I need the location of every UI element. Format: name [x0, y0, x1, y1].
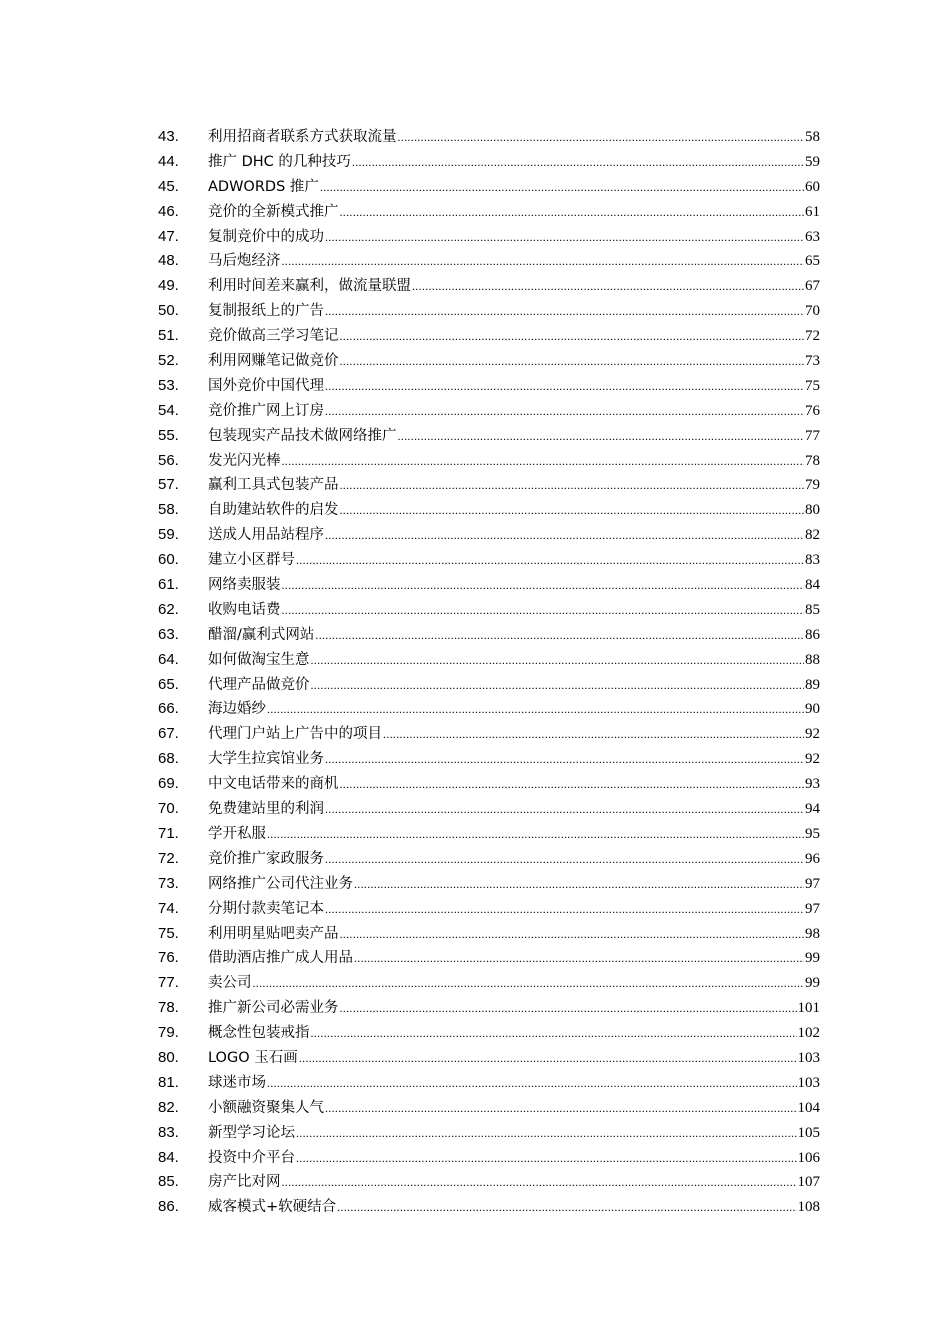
toc-dot-leader: [282, 249, 805, 274]
toc-dot-leader: [354, 946, 804, 971]
toc-entry-title[interactable]: 卖公司: [208, 975, 252, 992]
toc-entry-title[interactable]: 收购电话费: [208, 601, 281, 618]
toc-dot-leader: [325, 374, 804, 399]
toc-entry[interactable]: [158, 150, 820, 175]
toc-entry-page-number: 92: [805, 726, 820, 743]
toc-dot-leader: [340, 473, 805, 498]
toc-entry-title[interactable]: 推广新公司必需业务: [208, 1000, 339, 1017]
toc-entry[interactable]: [158, 1021, 820, 1046]
toc-entry-page-number: 108: [797, 1199, 820, 1216]
toc-dot-leader: [282, 1170, 797, 1195]
toc-entry[interactable]: [158, 996, 820, 1021]
toc-entry-title[interactable]: 网络推广公司代注业务: [208, 875, 353, 892]
toc-entry-page-number: 95: [805, 825, 820, 842]
toc-entry[interactable]: [158, 473, 820, 498]
toc-dot-leader: [267, 1071, 797, 1096]
toc-entry-title[interactable]: 新型学习论坛: [208, 1124, 295, 1141]
toc-entry-number: 71.: [158, 824, 179, 842]
toc-entry-page-number: 80: [805, 502, 820, 519]
toc-entry[interactable]: [158, 523, 820, 548]
toc-entry-number: 55.: [158, 426, 179, 444]
toc-entry-title[interactable]: 利用网赚笔记做竞价: [208, 353, 339, 370]
toc-entry-number: 81.: [158, 1073, 179, 1091]
toc-entry-number: 44.: [158, 152, 179, 170]
toc-dot-leader: [267, 697, 804, 722]
toc-entry-page-number: 79: [805, 477, 820, 494]
toc-entry-title[interactable]: 中文电话带来的商机: [208, 776, 339, 793]
toc-entry-number: 61.: [158, 576, 179, 594]
toc-entry-title[interactable]: 利用招商者联系方式获取流量: [208, 129, 397, 145]
toc-entry[interactable]: [158, 424, 820, 449]
toc-entry[interactable]: [158, 374, 820, 399]
toc-entry-number: 48.: [158, 252, 179, 270]
toc-entry-title[interactable]: 竞价推广家政服务: [208, 850, 324, 867]
toc-dot-leader: [337, 1195, 796, 1220]
toc-entry-title[interactable]: 建立小区群号: [208, 552, 295, 569]
toc-entry-number: 65.: [158, 675, 179, 693]
toc-entry-page-number: 97: [805, 875, 820, 892]
toc-dot-leader: [315, 623, 804, 648]
toc-dot-leader: [340, 200, 805, 225]
toc-dot-leader: [311, 673, 805, 698]
toc-entry-number: 67.: [158, 725, 179, 743]
toc-entry[interactable]: [158, 747, 820, 772]
toc-entry-page-number: 82: [805, 527, 820, 544]
toc-dot-leader: [267, 822, 804, 847]
toc-entry-page-number: 104: [797, 1099, 820, 1116]
toc-dot-leader: [282, 598, 805, 623]
toc-entry-title[interactable]: ADWORDS 推广: [208, 178, 319, 195]
toc-entry-page-number: 58: [805, 129, 820, 145]
toc-entry[interactable]: [158, 299, 820, 324]
toc-entry-title[interactable]: 马后炮经济: [208, 253, 281, 270]
toc-entry-page-number: 84: [805, 577, 820, 594]
toc-dot-leader: [325, 897, 804, 922]
toc-dot-leader: [352, 150, 804, 175]
toc-entry-page-number: 60: [805, 178, 820, 195]
toc-entry-page-number: 99: [805, 975, 820, 992]
toc-dot-leader: [325, 797, 804, 822]
toc-entry-title[interactable]: 如何做淘宝生意: [208, 651, 310, 668]
toc-entry-number: 85.: [158, 1173, 179, 1191]
toc-entry-page-number: 105: [797, 1124, 820, 1141]
toc-entry-number: 76.: [158, 949, 179, 967]
toc-entry-page-number: 88: [805, 651, 820, 668]
toc-entry-number: 66.: [158, 700, 179, 718]
toc-entry-title[interactable]: 免费建站里的利润: [208, 801, 324, 818]
toc-entry-page-number: 75: [805, 377, 820, 394]
toc-dot-leader: [296, 1121, 797, 1146]
toc-entry[interactable]: [158, 772, 820, 797]
toc-entry-number: 70.: [158, 800, 179, 818]
toc-dot-leader: [325, 399, 804, 424]
toc-entry[interactable]: [158, 1046, 820, 1071]
toc-entry[interactable]: [158, 200, 820, 225]
toc-entry-page-number: 98: [805, 925, 820, 942]
toc-entry-page-number: 85: [805, 601, 820, 618]
toc-dot-leader: [340, 772, 805, 797]
toc-entry-title[interactable]: 自助建站软件的启发: [208, 502, 339, 519]
toc-dot-leader: [311, 1021, 797, 1046]
toc-entry-page-number: 61: [805, 203, 820, 220]
toc-entry-page-number: 77: [805, 427, 820, 444]
toc-dot-leader: [325, 523, 804, 548]
toc-entry[interactable]: [158, 922, 820, 947]
toc-dot-leader: [340, 922, 805, 947]
toc-entry-number: 62.: [158, 600, 179, 618]
toc-entry-number: 46.: [158, 202, 179, 220]
toc-entry-number: 49.: [158, 277, 179, 295]
toc-entry-page-number: 90: [805, 701, 820, 718]
toc-entry-number: 86.: [158, 1198, 179, 1216]
toc-entry-page-number: 94: [805, 801, 820, 818]
toc-entry[interactable]: [158, 1146, 820, 1171]
toc-dot-leader: [282, 449, 805, 474]
toc-entry-title[interactable]: 发光闪光棒: [208, 452, 281, 469]
toc-entry-number: 50.: [158, 302, 179, 320]
toc-entry-page-number: 99: [805, 950, 820, 967]
toc-dot-leader: [253, 971, 805, 996]
toc-entry-title[interactable]: 学开私服: [208, 825, 266, 842]
toc-entry-page-number: 101: [797, 1000, 820, 1017]
toc-dot-leader: [299, 1046, 797, 1071]
toc-entry-title[interactable]: 竞价做高三学习笔记: [208, 328, 339, 345]
toc-entry-number: 45.: [158, 177, 179, 195]
toc-entry-title[interactable]: 醋溜/赢利式网站: [208, 626, 315, 643]
toc-entry-page-number: 89: [805, 676, 820, 693]
toc-entry[interactable]: [158, 399, 820, 424]
toc-dot-leader: [340, 498, 805, 523]
toc-entry-number: 53.: [158, 376, 179, 394]
toc-entry[interactable]: [158, 697, 820, 722]
toc-entry[interactable]: [158, 623, 820, 648]
toc-entry-number: 43.: [158, 128, 179, 145]
toc-entry-title[interactable]: 竞价推广网上订房: [208, 402, 324, 419]
toc-entry-page-number: 76: [805, 402, 820, 419]
toc-entry-title[interactable]: 复制竞价中的成功: [208, 228, 324, 245]
toc-entry-page-number: 103: [797, 1074, 820, 1091]
toc-entry-number: 68.: [158, 750, 179, 768]
toc-entry-number: 57.: [158, 476, 179, 494]
toc-entry-number: 74.: [158, 899, 179, 917]
toc-entry-number: 56.: [158, 451, 179, 469]
toc-entry-page-number: 73: [805, 353, 820, 370]
toc-entry-title[interactable]: 国外竞价中国代理: [208, 377, 324, 394]
toc-entry-title[interactable]: 概念性包装戒指: [208, 1025, 310, 1042]
toc-dot-leader: [325, 747, 804, 772]
toc-entry-title[interactable]: 包装现实产品技术做网络推广: [208, 427, 397, 444]
toc-entry[interactable]: [158, 175, 820, 200]
toc-entry-number: 80.: [158, 1048, 179, 1066]
toc-dot-leader: [325, 225, 804, 250]
toc-entry-page-number: 65: [805, 253, 820, 270]
toc-dot-leader: [282, 573, 805, 598]
toc-entry-title[interactable]: 投资中介平台: [208, 1149, 295, 1166]
toc-entry-number: 78.: [158, 999, 179, 1017]
toc-entry-page-number: 59: [805, 153, 820, 170]
toc-entry-title[interactable]: 房产比对网: [208, 1174, 281, 1191]
toc-entry[interactable]: [158, 349, 820, 374]
toc-entry[interactable]: [158, 598, 820, 623]
toc-entry-number: 72.: [158, 849, 179, 867]
toc-entry[interactable]: [158, 1121, 820, 1146]
toc-entry[interactable]: [158, 722, 820, 747]
toc-entry-page-number: 70: [805, 303, 820, 320]
toc-entry[interactable]: [158, 797, 820, 822]
toc-entry-title[interactable]: 赢利工具式包装产品: [208, 477, 339, 494]
toc-entry[interactable]: [158, 648, 820, 673]
toc-entry-title[interactable]: 代理门户站上广告中的项目: [208, 726, 382, 743]
toc-entry[interactable]: [158, 1195, 820, 1220]
toc-entry[interactable]: [158, 125, 820, 150]
toc-entry-page-number: 63: [805, 228, 820, 245]
toc-entry-page-number: 102: [797, 1025, 820, 1042]
toc-entry-number: 84.: [158, 1148, 179, 1166]
toc-entry[interactable]: [158, 1071, 820, 1096]
toc-entry-number: 82.: [158, 1098, 179, 1116]
toc-entry[interactable]: [158, 573, 820, 598]
toc-entry-title[interactable]: 推广 DHC 的几种技巧: [208, 153, 351, 170]
toc-entry-page-number: 106: [797, 1149, 820, 1166]
toc-dot-leader: [340, 324, 805, 349]
toc-entry-page-number: 67: [805, 278, 820, 295]
toc-entry[interactable]: [158, 324, 820, 349]
toc-entry-page-number: 96: [805, 850, 820, 867]
toc-entry-number: 77.: [158, 974, 179, 992]
toc-entry-title[interactable]: 复制报纸上的广告: [208, 303, 324, 320]
toc-entry-page-number: 83: [805, 552, 820, 569]
toc-entry[interactable]: [158, 847, 820, 872]
toc-entry-number: 58.: [158, 501, 179, 519]
toc-entry-number: 52.: [158, 352, 179, 370]
toc-dot-leader: [296, 1146, 797, 1171]
toc-entry[interactable]: [158, 946, 820, 971]
toc-entry-title[interactable]: 球迷市场: [208, 1074, 266, 1091]
toc-dot-leader: [325, 299, 804, 324]
toc-entry[interactable]: [158, 971, 820, 996]
toc-entry[interactable]: [158, 1170, 820, 1195]
toc-dot-leader: [412, 274, 804, 299]
toc-entry-number: 54.: [158, 401, 179, 419]
toc-entry[interactable]: [158, 249, 820, 274]
toc-dot-leader: [398, 424, 805, 449]
toc-entry-title[interactable]: 利用明星贴吧卖产品: [208, 925, 339, 942]
toc-entry-page-number: 93: [805, 776, 820, 793]
toc-dot-leader: [340, 996, 797, 1021]
toc-entry-title[interactable]: 送成人用品站程序: [208, 527, 324, 544]
toc-dot-leader: [296, 548, 804, 573]
toc-entry[interactable]: [158, 1096, 820, 1121]
toc-dot-leader: [325, 847, 804, 872]
toc-dot-leader: [311, 648, 805, 673]
table-of-contents: [158, 125, 820, 1220]
toc-entry[interactable]: [158, 449, 820, 474]
toc-entry-page-number: 103: [797, 1049, 820, 1066]
toc-entry-number: 73.: [158, 874, 179, 892]
toc-entry-number: 60.: [158, 551, 179, 569]
toc-dot-leader: [383, 722, 804, 747]
toc-dot-leader: [340, 349, 805, 374]
toc-entry-title[interactable]: 借助酒店推广成人用品: [208, 950, 353, 967]
toc-entry-page-number: 86: [805, 626, 820, 643]
toc-entry-title[interactable]: 海边婚纱: [208, 701, 266, 718]
toc-entry-title[interactable]: 大学生拉宾馆业务: [208, 751, 324, 768]
toc-entry-number: 64.: [158, 650, 179, 668]
toc-entry-number: 59.: [158, 526, 179, 544]
toc-entry-page-number: 78: [805, 452, 820, 469]
toc-entry-page-number: 107: [797, 1174, 820, 1191]
toc-entry-number: 69.: [158, 775, 179, 793]
toc-entry-title[interactable]: 利用时间差来赢利，做流量联盟: [208, 278, 411, 295]
toc-entry[interactable]: [158, 822, 820, 847]
toc-entry-page-number: 72: [805, 328, 820, 345]
toc-entry-number: 75.: [158, 924, 179, 942]
toc-dot-leader: [325, 1096, 797, 1121]
toc-entry[interactable]: [158, 897, 820, 922]
toc-entry-number: 63.: [158, 625, 179, 643]
toc-entry[interactable]: [158, 548, 820, 573]
toc-entry-number: 47.: [158, 227, 179, 245]
toc-entry-title[interactable]: 威客模式+软硬结合: [208, 1199, 337, 1216]
toc-entry-number: 79.: [158, 1024, 179, 1042]
toc-entry-number: 83.: [158, 1123, 179, 1141]
toc-entry-title[interactable]: 小额融资聚集人气: [208, 1099, 324, 1116]
toc-entry[interactable]: [158, 274, 820, 299]
toc-entry-page-number: 97: [805, 900, 820, 917]
toc-entry-title[interactable]: 网络卖服装: [208, 577, 281, 594]
toc-entry[interactable]: [158, 673, 820, 698]
toc-dot-leader: [398, 125, 805, 150]
toc-dot-leader: [320, 175, 804, 200]
toc-entry[interactable]: [158, 498, 820, 523]
toc-entry[interactable]: [158, 872, 820, 897]
toc-entry-title[interactable]: 竞价的全新模式推广: [208, 203, 339, 220]
toc-entry-page-number: 92: [805, 751, 820, 768]
toc-entry-title[interactable]: LOGO 玉石画: [208, 1049, 298, 1066]
toc-entry-title[interactable]: 代理产品做竞价: [208, 676, 310, 693]
toc-entry-title[interactable]: 分期付款卖笔记本: [208, 900, 324, 917]
toc-dot-leader: [354, 872, 804, 897]
toc-entry-number: 51.: [158, 327, 179, 345]
toc-entry[interactable]: [158, 225, 820, 250]
